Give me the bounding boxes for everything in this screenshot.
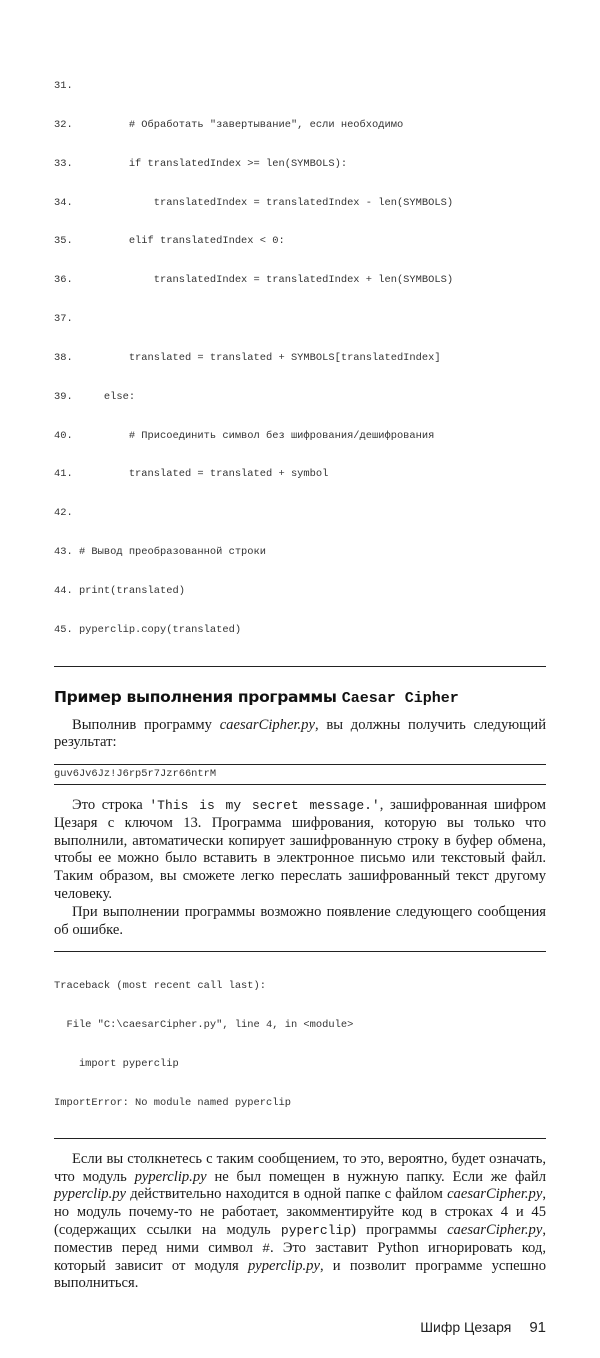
code-line: 44. print(translated) [54, 584, 185, 597]
error-line: File "C:\caesarCipher.py", line 4, in <module> [54, 1019, 354, 1032]
filename: pyperclip.py [54, 1186, 126, 1203]
inline-code: # [262, 1240, 270, 1256]
spacer [54, 785, 546, 797]
error-listing [54, 952, 546, 1137]
error-line: Traceback (most recent call last): [54, 980, 267, 993]
output-line: guv6Jv6Jz!J6rp5r7Jzr66ntrM [54, 768, 217, 781]
filename: caesarCipher.py [447, 1186, 543, 1203]
text: не был помещен в нужную папку. Если же файл [206, 1168, 546, 1185]
chapter-title: Шифр Цезаря [420, 1319, 512, 1336]
code-line: 38. translated = translated + SYMBOLS[translatedIndex] [54, 351, 441, 364]
code-line: 35. elif translatedIndex < 0: [54, 235, 285, 248]
code-line: 31. [54, 80, 73, 92]
code-line: 40. # Присоединить символ без шифрования/дешифрования [54, 429, 435, 442]
text: . Это заставит Python игнорировать код, который зависит от модуля [54, 1239, 547, 1274]
page-footer [54, 1317, 546, 1338]
code-end-rule [54, 666, 546, 667]
heading-program-name: Caesar Cipher [341, 689, 459, 707]
spacer [54, 752, 546, 764]
heading-text: Пример выполнения программы [54, 687, 342, 706]
code-line: 42. [54, 507, 73, 520]
code-line: 32. # Обработать "завертывание", если необходимо [54, 118, 404, 131]
code-line: 33. if translatedIndex >= len(SYMBOLS): [54, 157, 348, 170]
code-line: 43. # Вывод преобразованной строки [54, 546, 267, 559]
code-line: 36. translatedIndex = translatedIndex + len(SYMBOLS) [54, 274, 454, 287]
paragraph-troubleshoot [54, 1151, 546, 1293]
paragraph-explanation [54, 797, 546, 904]
spacer [54, 1139, 546, 1151]
paragraph-intro [54, 717, 546, 753]
filename: pyperclip.py [247, 1257, 320, 1274]
text: , и позволит программе успешно выполниться. [54, 1257, 546, 1292]
code-listing [54, 55, 546, 662]
error-line: import pyperclip [54, 1058, 179, 1071]
error-line: ImportError: No module named pyperclip [54, 1097, 291, 1109]
text: , но модуль почему-то не работает, закомментируйте код в строках 4 и 45 (содержащих ссылки на модуль [54, 1186, 546, 1239]
code-line: 41. translated = translated + symbol [54, 468, 329, 481]
code-line: 39. else: [54, 390, 136, 403]
section-heading [54, 687, 546, 709]
output-listing [54, 765, 546, 784]
code-line: 45. pyperclip.copy(translated) [54, 623, 242, 636]
filename: pyperclip.py [134, 1168, 207, 1185]
code-line: 34. translatedIndex = translatedIndex - len(SYMBOLS) [54, 196, 454, 209]
text: , вы должны получить следующий результат: [54, 716, 547, 751]
paragraph-error-intro: При выполнении программы возможно появление следующего сообщения об ошибке. [54, 903, 546, 938]
text: ) программы [351, 1222, 448, 1239]
text: действительно находится в одной папке с файлом [126, 1186, 448, 1203]
inline-code: 'This is my secret message.' [149, 798, 380, 814]
filename: caesarCipher.py [219, 716, 315, 733]
spacer [54, 939, 546, 951]
text: Если вы столкнетесь с таким сообщением, то это, вероятно, будет означать, что модуль [54, 1150, 546, 1185]
text: , зашифрованная шифром Цезаря с ключом 13. Программа шифрования, которую вы только что выполнили, автоматически копирует зашифрованную строку в буфер обмена, чтобы ее можно было вставить в электронное письмо или текстовый файл. Таким образом, вы сможете легко переслать зашифрованный текст другому человеку. [54, 797, 547, 903]
text: , поместив перед ними символ [54, 1222, 546, 1256]
code-line: 37. [54, 313, 73, 326]
page-number: 91 [529, 1319, 546, 1337]
text: Это строка [72, 797, 150, 814]
inline-code: pyperclip [280, 1223, 352, 1239]
filename: caesarCipher.py [447, 1222, 543, 1239]
text: Выполнив программу [72, 716, 220, 733]
